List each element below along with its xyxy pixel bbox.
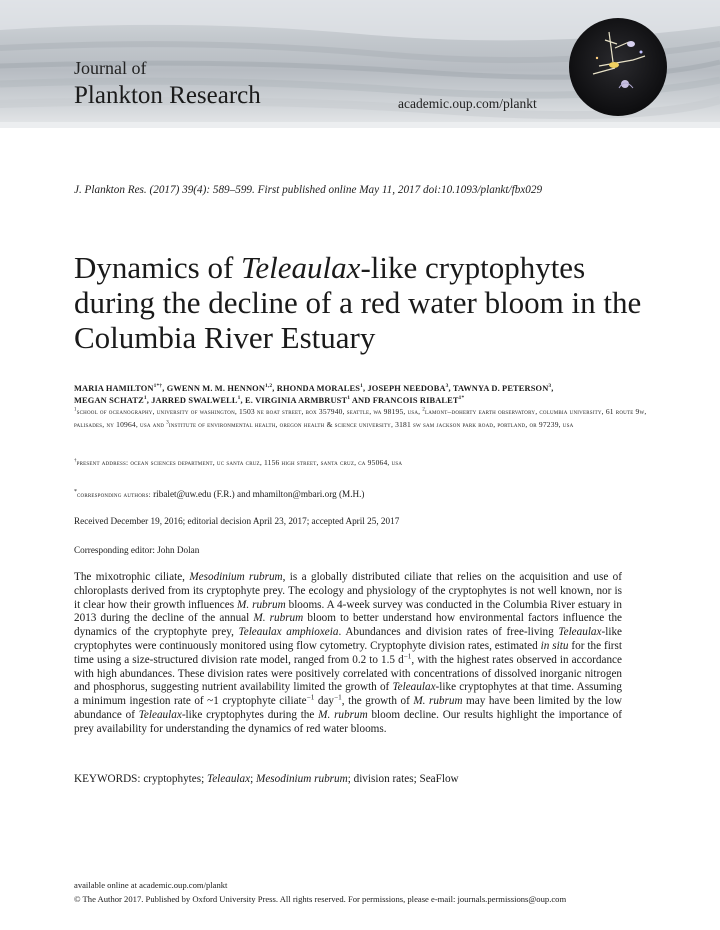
author: MEGAN SCHATZ	[74, 396, 144, 405]
abstract-italic: Mesodinium rubrum	[189, 571, 283, 583]
abstract-text: -like cryptophytes were continuously monitored using flow cytometry. Cryptophyte division rates, estimated	[74, 626, 623, 652]
affiliation-2: lamont–doherty earth observatory, columbia university, 61 route 9w, palisades, ny 10964, usa and	[74, 407, 647, 429]
abstract-text: -like cryptophytes during the	[181, 708, 319, 721]
affil-sup: 2	[422, 407, 425, 413]
author: TAWNYA D. PETERSON	[452, 384, 549, 393]
abstract	[74, 571, 622, 737]
author: E. VIRGINIA ARMBRUST	[245, 396, 348, 405]
footer-copyright: © The Author 2017. Published by Oxford University Press. All rights reserved. For permissions, please e-mail: journals.permissions@oup.com	[74, 894, 567, 904]
author-sup: 1*	[458, 395, 465, 402]
author: JARRED SWALWELL	[151, 396, 238, 405]
received-dates: Received December 19, 2016; editorial decision April 23, 2017; accepted April 25, 2017	[74, 516, 400, 526]
abstract-text: for the first time using a size-structured division rate model, ranged from 0.2 to 1.5 d	[74, 639, 622, 666]
author-sup: 3	[548, 383, 552, 390]
keyword: Mesodinium rubrum	[256, 773, 348, 785]
author-sup: 1*†	[153, 383, 163, 390]
journal-name-line1: Journal of	[74, 58, 147, 78]
abstract-text: day	[314, 695, 335, 708]
author-sep: ,	[162, 384, 167, 393]
keyword: cryptophytes;	[143, 773, 208, 785]
author-sep: ,	[240, 396, 245, 405]
article-title	[74, 250, 664, 355]
corresponding-editor: Corresponding editor: John Dolan	[74, 545, 200, 555]
author-sep: ,	[272, 384, 277, 393]
author-sep: AND	[350, 396, 373, 405]
author-sup: 1,2	[265, 383, 273, 390]
author-sup: 1	[347, 395, 351, 402]
corresponding-emails[interactable]: ribalet@uw.edu (F.R.) and mhamilton@mbari.org (M.H.)	[150, 489, 365, 499]
author-sup: 3	[445, 383, 449, 390]
author: FRANCOIS RIBALET	[372, 396, 459, 405]
affiliations	[74, 405, 654, 431]
title-part1: Dynamics of	[74, 250, 242, 285]
title-part2: -like cryptophytes during the decline of a red water bloom in the Columbia River Estuary	[74, 250, 642, 355]
abstract-italic: Teleaulax	[392, 681, 436, 694]
journal-banner	[0, 0, 720, 128]
keywords	[74, 773, 459, 785]
abstract-text: may have been limited by the low abundance of	[74, 695, 622, 721]
abstract-text: bloom to better understand how environmental factors influence the dynamics of the cryptophyte prey,	[74, 612, 623, 639]
present-address	[74, 458, 402, 467]
footer-availability: available online at academic.oup.com/plankt	[74, 880, 228, 890]
title-italic: Teleaulax	[241, 250, 361, 285]
abstract-text: . Abundances and division rates of free-living	[338, 626, 559, 639]
abstract-italic: in situ	[540, 639, 569, 652]
affil-sup: 3	[166, 420, 169, 426]
abstract-italic: M. rubrum	[253, 612, 304, 625]
author-sep: ,	[448, 384, 453, 393]
abstract-text: bloom decline. Our results highlight the importance of prey availability for understanding the dynamics of red water blooms.	[74, 708, 622, 735]
present-address-sup: †	[74, 458, 77, 464]
abstract-text: blooms. A 4-week survey was conducted in the Columbia River estuary in 2013 during the decline of the annual	[74, 598, 622, 625]
abstract-text: , is a globally distributed ciliate that relies on the acquisition and use of chloroplasts derived from its cryptophyte prey. The ecology and physiology of the cryptophytes is not well known, nor is it clear how their growth influences	[74, 571, 622, 611]
abstract-sup: −1	[306, 693, 315, 702]
keywords-label: KEYWORDS:	[74, 773, 144, 785]
abstract-sup: −1	[334, 693, 342, 702]
abstract-text: , with the highest rates observed in accordance with high abundances. These division rates were positively correlated with concentrations of dissolved inorganic nitrogen and phosphorus, suggesting nutrient availability limited the growth of	[74, 653, 622, 694]
author: MARIA HAMILTON	[74, 384, 154, 393]
keyword: ; division rates; SeaFlow	[347, 773, 459, 785]
article-citation: J. Plankton Res. (2017) 39(4): 589–599. First published online May 11, 2017 doi:10.1093/plankt/fbx029	[74, 184, 543, 196]
abstract-italic: M. rubrum	[237, 598, 286, 611]
corresponding-sup: *	[74, 488, 77, 495]
author-sup: 1	[237, 395, 241, 402]
abstract-text: -like cryptophytes at that time. Assuming a minimum ingestion rate of ~1 cryptophyte ciliate	[74, 681, 622, 708]
abstract-italic: M. rubrum	[413, 695, 463, 708]
author: RHONDA MORALES	[276, 384, 361, 393]
author-sup: 1	[360, 383, 363, 390]
journal-url[interactable]: academic.oup.com/plankt	[398, 96, 537, 111]
author: GWENN M. M. HENNON	[166, 384, 266, 393]
affil-sup: 1	[74, 407, 77, 413]
keyword-sep: ;	[250, 773, 257, 785]
keyword: Teleaulax	[207, 773, 251, 785]
author: JOSEPH NEEDOBA	[367, 384, 446, 393]
abstract-italic: M. rubrum	[318, 708, 368, 721]
corresponding-label: corresponding authors:	[76, 490, 151, 499]
abstract-italic: Teleaulax	[558, 626, 602, 639]
author-list	[74, 383, 654, 407]
abstract-sup: −1	[403, 652, 412, 661]
abstract-text: The mixotrophic ciliate,	[74, 571, 190, 583]
abstract-text: , the growth of	[341, 695, 414, 708]
affiliation-1: school of oceanography, university of washington, 1503 ne boat street, box 357940, seattle, wa 98195, usa,	[76, 407, 423, 416]
journal-name-line2: Plankton Research	[74, 82, 261, 109]
corresponding-authors	[74, 489, 365, 499]
affiliation-3: institute of environmental health, oregon health & science university, 3181 sw sam jackson park road, portland, or 97239, usa	[168, 420, 574, 429]
abstract-italic: Teleaulax amphioxeia	[238, 626, 339, 639]
author-sep: ,	[146, 396, 152, 405]
abstract-italic: Teleaulax	[138, 708, 182, 721]
author-sup: 1	[143, 395, 147, 402]
author-sep: ,	[362, 384, 368, 393]
author-sep: ,	[551, 384, 554, 393]
plankton-logo-icon	[569, 18, 667, 116]
present-address-text: present address: ocean sciences department, uc santa cruz, 1156 high street, santa cruz, ca 95064, usa	[76, 458, 403, 467]
